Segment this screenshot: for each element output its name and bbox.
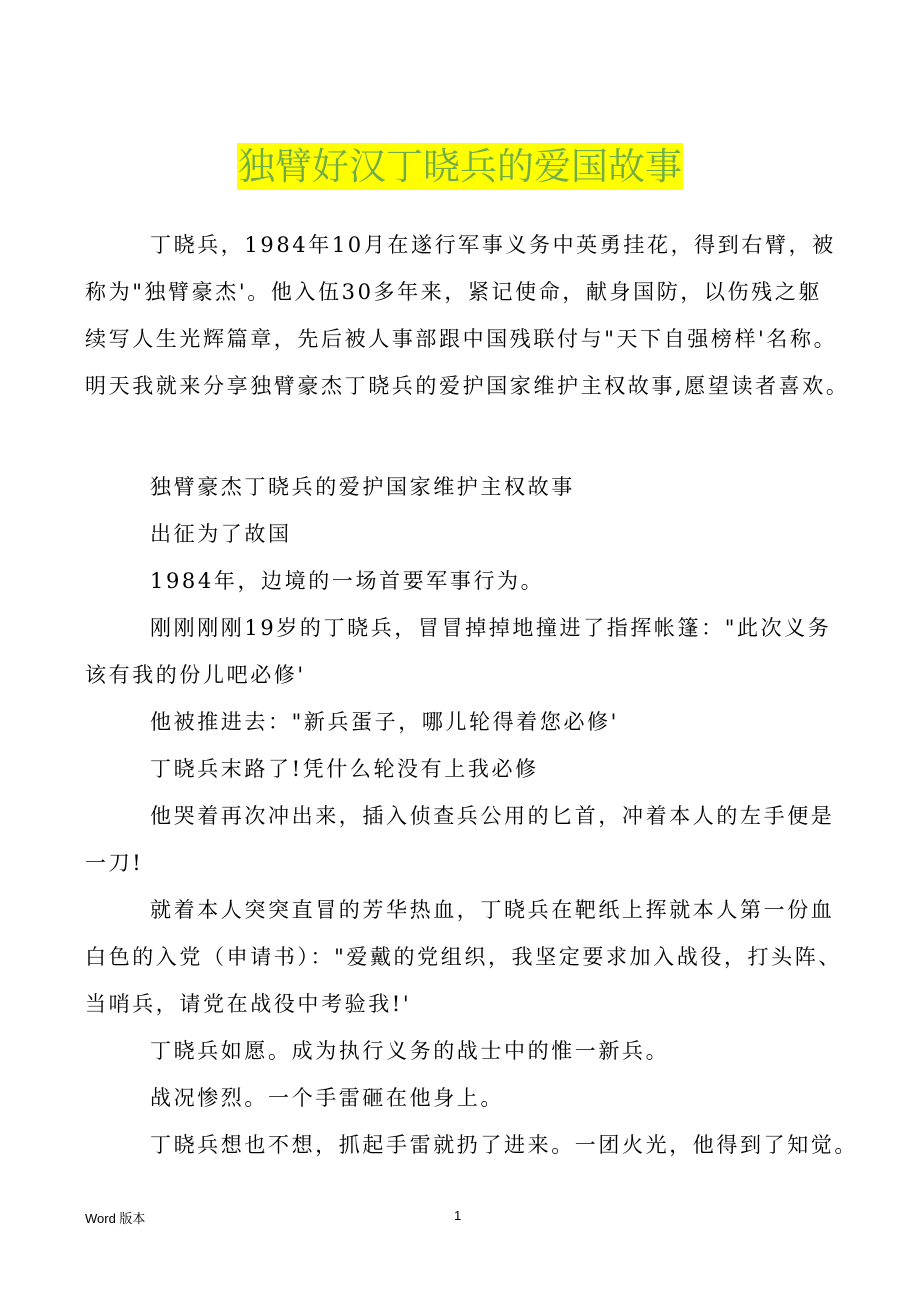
body-line: 刚刚刚刚19岁的丁晓兵，冒冒掉掉地撞进了指挥帐篷："此次义务 xyxy=(150,616,832,640)
intro-paragraph xyxy=(85,222,850,410)
body-line: 当哨兵，请党在战役中考验我!' xyxy=(85,992,412,1016)
story-body xyxy=(85,464,858,1169)
intro-line: 称为"独臂豪杰'。他入伍30多年来，紧记使命，献身国防，以伤残之躯 xyxy=(85,280,822,304)
section-heading: 出征为了故国 xyxy=(150,522,292,546)
title-container xyxy=(0,143,920,190)
intro-line: 明天我就来分享独臂豪杰丁晓兵的爱护国家维护主权故事,愿望读者喜欢。 xyxy=(85,374,850,398)
document-title: 独臂好汉丁晓兵的爱国故事 xyxy=(238,145,682,188)
intro-line: 续写人生光辉篇章，先后被人事部跟中国残联付与"天下自强榜样'名称。 xyxy=(85,327,838,351)
footer-label: Word 版本 xyxy=(85,1211,146,1226)
body-line: 他哭着再次冲出来，插入侦查兵公用的匕首，冲着本人的左手便是 xyxy=(150,804,835,828)
body-line: 该有我的份儿吧必修' xyxy=(85,663,306,687)
body-line: 丁晓兵想也不想，抓起手雷就扔了进来。一团火光，他得到了知觉。 xyxy=(150,1133,858,1157)
body-line: 丁晓兵末路了!凭什么轮没有上我必修 xyxy=(150,757,539,781)
body-line: 他被推进去："新兵蛋子，哪儿轮得着您必修' xyxy=(150,710,620,734)
body-line: 就着本人突突直冒的芳华热血，丁晓兵在靶纸上挥就本人第一份血 xyxy=(150,898,835,922)
story-subtitle: 独臂豪杰丁晓兵的爱护国家维护主权故事 xyxy=(150,475,575,499)
body-line: 战况惨烈。一个手雷砸在他身上。 xyxy=(150,1086,504,1110)
intro-line: 丁晓兵，1984年10月在遂行军事义务中英勇挂花，得到右臂，被 xyxy=(150,233,836,257)
page-number: 1 xyxy=(454,1208,462,1223)
body-line: 白色的入党（申请书）："爱戴的党组织，我坚定要求加入战役，打头阵、 xyxy=(85,945,842,969)
body-line: 丁晓兵如愿。成为执行义务的战士中的惟一新兵。 xyxy=(150,1039,670,1063)
body-line: 1984年，边境的一场首要军事行为。 xyxy=(150,569,545,593)
body-line: 一刀! xyxy=(85,851,144,875)
